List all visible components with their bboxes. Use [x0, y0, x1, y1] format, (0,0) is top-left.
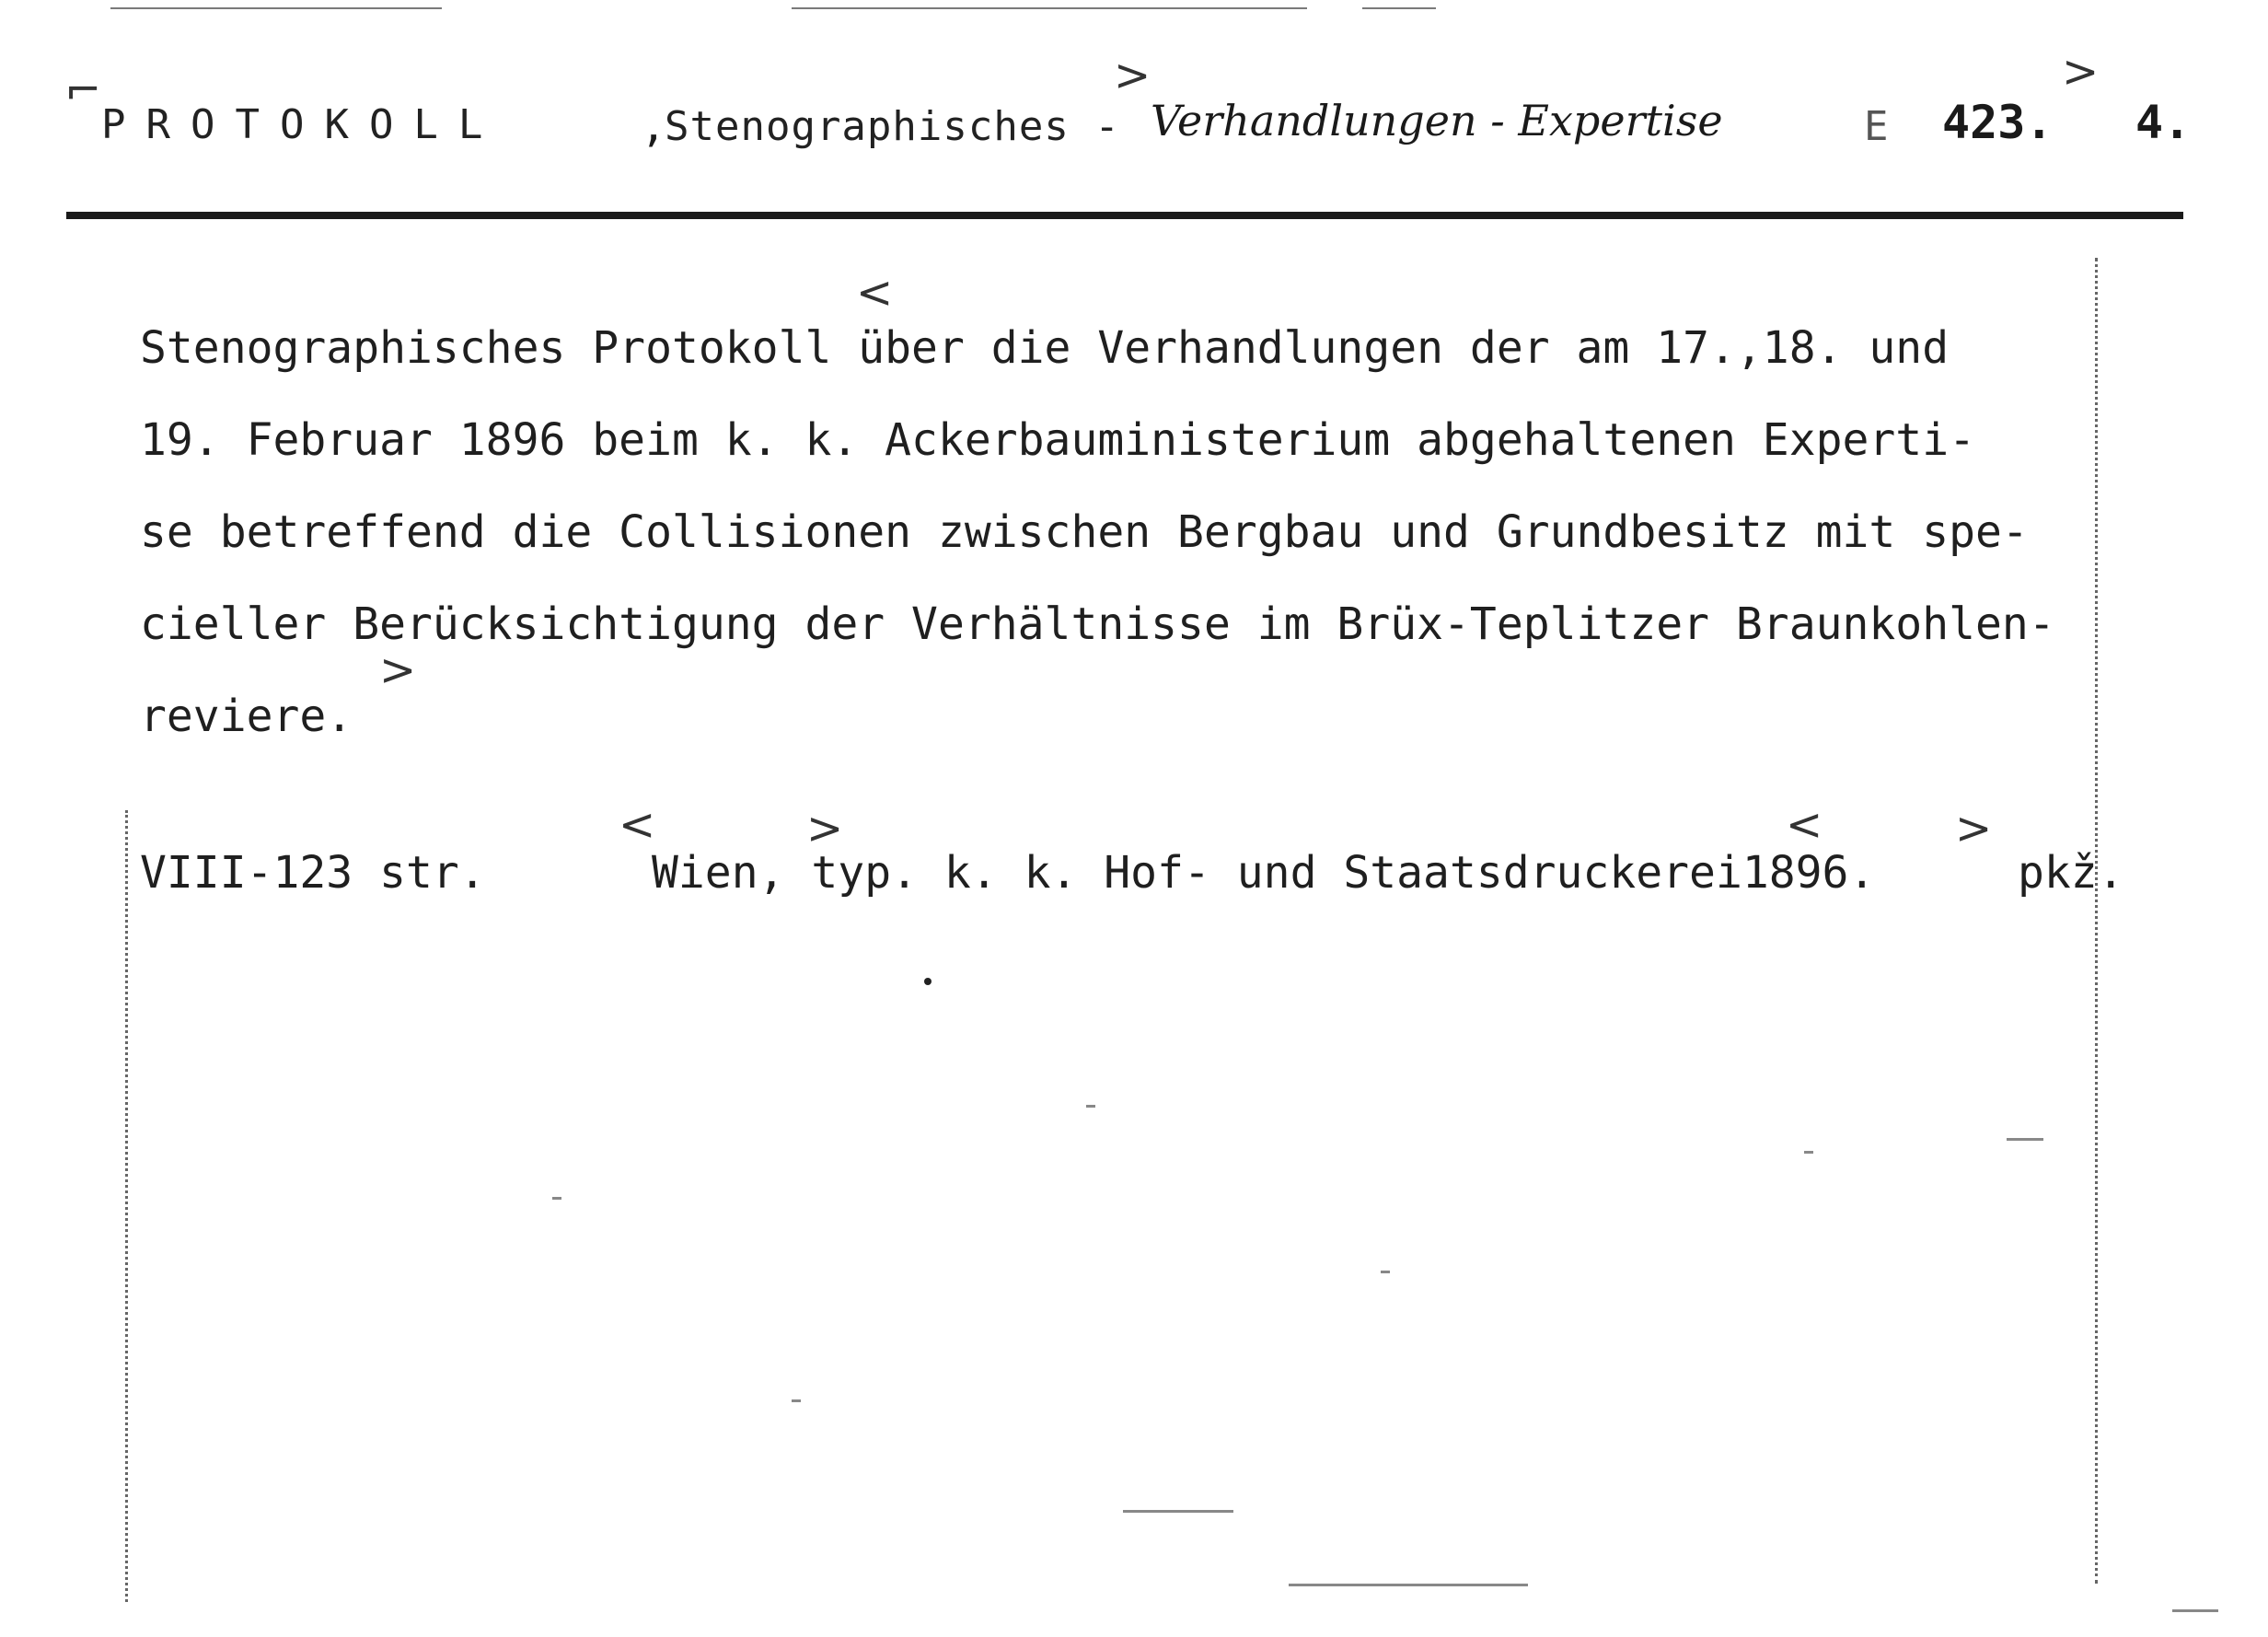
- description-line: cieller Berücksichtigung der Verhältnisse im Brüx-Teplitzer Braunkohlen-: [140, 598, 2055, 650]
- card-page-number: 4.: [2135, 96, 2192, 149]
- top-edge-dash: [110, 7, 442, 9]
- proofread-mark: <: [619, 799, 656, 851]
- title-separator: ,: [641, 101, 666, 151]
- top-edge-dash: [1362, 7, 1436, 9]
- description-line: 19. Februar 1896 beim k. k. Ackerbauministerium abgehaltenen Experti-: [140, 414, 1975, 466]
- scan-speck: [1381, 1271, 1390, 1273]
- proofread-mark: <: [1786, 799, 1823, 851]
- proofread-mark: >: [1955, 803, 1993, 854]
- description-line: reviere.: [140, 691, 353, 742]
- scan-speck: [2172, 1609, 2218, 1612]
- publisher-imprint: Wien, typ. k. k. Hof- und Staatsdruckerei1896.: [652, 847, 1876, 899]
- proofread-mark: ⌐: [64, 64, 102, 116]
- page-count: VIII-123 str.: [140, 847, 486, 899]
- proofread-mark: <: [856, 267, 894, 319]
- proofread-mark: >: [1114, 50, 1151, 101]
- card-title: PROTOKOLL: [101, 101, 503, 148]
- card-header: [64, 46, 2218, 166]
- header-rule: [66, 212, 2183, 219]
- classification-code: pkž.: [2018, 847, 2124, 899]
- scan-speck: [1086, 1105, 1095, 1108]
- description-line: Stenographisches Protokoll über die Verhandlungen der am 17.,18. und: [140, 322, 1950, 374]
- scan-speck: [1123, 1510, 1233, 1513]
- description-line: se betreffend die Collisionen zwischen Bergbau und Grundbesitz mit spe-: [140, 506, 2029, 558]
- scan-speck: [1289, 1584, 1528, 1586]
- proofread-mark: >: [379, 644, 417, 696]
- proofread-mark: >: [806, 803, 844, 854]
- card-subtitle: Stenographisches -: [665, 103, 1120, 150]
- handwritten-annotation: Verhandlungen - Expertise: [1151, 96, 1723, 145]
- proofread-mark: >: [2062, 46, 2100, 98]
- scan-speck: [2007, 1138, 2043, 1141]
- catalog-number: 423.: [1942, 96, 2054, 149]
- left-dotted-border: [125, 810, 128, 1602]
- scan-speck: [1804, 1151, 1813, 1154]
- signature-letter: E: [1864, 103, 1889, 150]
- top-edge-dash: [792, 7, 1307, 9]
- imprint-row: [140, 847, 2128, 921]
- scan-speck: [924, 978, 932, 985]
- scan-speck: [552, 1197, 561, 1200]
- card-description: [140, 302, 2128, 762]
- scan-speck: [792, 1399, 801, 1402]
